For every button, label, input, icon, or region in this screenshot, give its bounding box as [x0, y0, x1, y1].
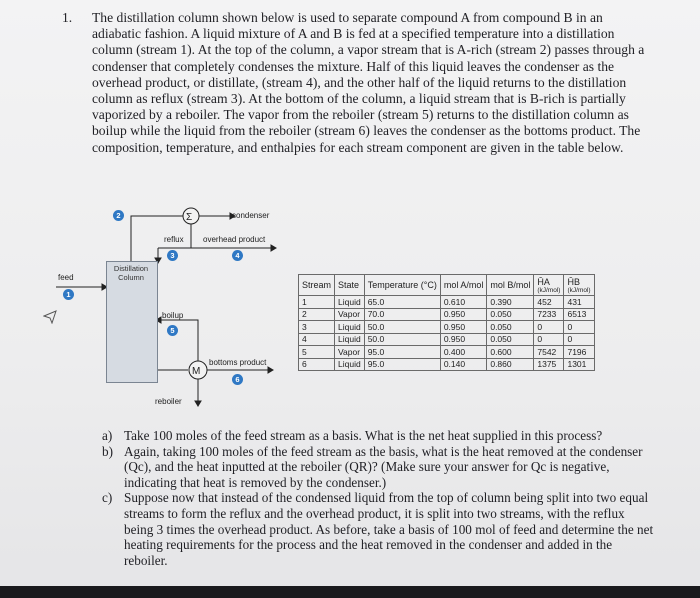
stream-3-badge: 3 — [167, 250, 178, 261]
overhead-product-label: overhead product — [203, 235, 266, 244]
table-cell-temp: 50.0 — [364, 321, 440, 334]
question-number: 1. — [62, 10, 73, 25]
table-cell-temp: 70.0 — [364, 308, 440, 321]
header-temperature: Temperature (°C) — [364, 275, 440, 296]
hb-unit: (kJ/mol) — [567, 286, 591, 294]
table-cell-ha: 1375 — [534, 358, 564, 371]
header-mol-b: mol B/mol — [487, 275, 534, 296]
boilup-line — [157, 320, 198, 362]
table-cell-ha: 452 — [534, 296, 564, 309]
table-cell-xa: 0.400 — [440, 346, 487, 359]
reboiler-label: reboiler — [155, 397, 182, 406]
stream-data-table — [298, 274, 595, 371]
table-cell-state: Vapor — [335, 308, 365, 321]
question-text: The distillation column shown below is used to separate compound A from compound B in an adiabatic fashion. A liquid mixture of A and B is fed at a specified temperature into a distillation column (stream 1). At the top of the column, a vapor stream that is A-rich (stream 2) passes through a condenser that completely condenses the mixture. Half of this liquid leaves the condenser as the overhead product, or distillate, (stream 4), and the other half of the liquid returns to the distillation column as reflux (stream 3). At the bottom of the column, a liquid stream that is B-rich is partially vaporized by a reboiler. The vapor from the reboiler (stream 5) returns to the distillation column as boilup while the liquid from the reboiler (stream 6) leaves the condenser as the bottoms product. The composition, temperature, and enthalpies for each stream component are given in the table below. — [92, 10, 645, 155]
feed-label: feed — [58, 273, 74, 282]
table-cell-hb: 1301 — [564, 358, 594, 371]
table-cell-xb: 0.050 — [487, 321, 534, 334]
table-cell-state: Liquid — [335, 296, 365, 309]
ha-symbol: ĤA — [537, 276, 550, 287]
header-state: State — [335, 275, 365, 296]
table-body — [299, 296, 595, 371]
boilup-label: boilup — [162, 311, 184, 320]
table-cell-stream: 5 — [299, 346, 335, 359]
stream-6-badge: 6 — [232, 374, 243, 385]
table-row — [299, 358, 595, 371]
part-b-label: b) — [102, 443, 113, 459]
column-label: Distillation Column — [113, 264, 149, 282]
table-cell-ha: 7542 — [534, 346, 564, 359]
table-cell-ha: 0 — [534, 333, 564, 346]
header-hb — [564, 275, 594, 296]
part-b-text: Again, taking 100 moles of the feed stream as the basis, what is the heat removed at the condenser (Qc), and the heat inputted at the reboiler (QR)? (Make sure your answer for Qc is negative, indicating that heat is removed by the condenser.) — [124, 443, 643, 490]
bottoms-product-label: bottoms product — [209, 358, 267, 367]
table-row — [299, 333, 595, 346]
table-cell-temp: 95.0 — [364, 358, 440, 371]
part-a-label: a) — [102, 428, 113, 443]
part-b — [102, 444, 657, 491]
table-cell-xb: 0.390 — [487, 296, 534, 309]
svg-text:Σ: Σ — [186, 212, 193, 223]
table-cell-hb: 431 — [564, 296, 594, 309]
table-cell-ha: 7233 — [534, 308, 564, 321]
table-cell-state: Liquid — [335, 321, 365, 334]
table-cell-xa: 0.950 — [440, 308, 487, 321]
reflux-label: reflux — [164, 235, 184, 244]
stream-4-badge: 4 — [232, 250, 243, 261]
table-cell-xa: 0.610 — [440, 296, 487, 309]
ha-unit: (kJ/mol) — [537, 286, 561, 294]
stream-5-badge: 5 — [167, 325, 178, 336]
table-cell-stream: 1 — [299, 296, 335, 309]
header-mol-a: mol A/mol — [440, 275, 487, 296]
table-cell-xb: 0.050 — [487, 333, 534, 346]
table-cell-ha: 0 — [534, 321, 564, 334]
part-c-text: Suppose now that instead of the condensed liquid from the top of column being split into two equal streams to form the reflux and the overhead product, it is split into two streams, with the reflux being 3 times the overhead product. As before, take a basis of 100 mol of feed and determine the net heating requirements for the process and the heat removed in the condenser and added in the reboiler. — [124, 490, 654, 568]
table-cell-hb: 0 — [564, 321, 594, 334]
table-cell-state: Liquid — [335, 358, 365, 371]
question-parts — [102, 428, 657, 568]
table-cell-xb: 0.600 — [487, 346, 534, 359]
table-cell-stream: 4 — [299, 333, 335, 346]
stream-2-badge: 2 — [113, 210, 124, 221]
table-cell-stream: 3 — [299, 321, 335, 334]
svg-text:M: M — [192, 366, 201, 377]
condenser-label: condenser — [232, 211, 270, 220]
header-stream: Stream — [299, 275, 335, 296]
table-cell-xa: 0.140 — [440, 358, 487, 371]
table-cell-temp: 95.0 — [364, 346, 440, 359]
table-cell-hb: 0 — [564, 333, 594, 346]
table-row — [299, 308, 595, 321]
table-cell-temp: 65.0 — [364, 296, 440, 309]
hb-symbol: ĤB — [567, 276, 580, 287]
table-cell-hb: 6513 — [564, 308, 594, 321]
part-c-label: c) — [102, 490, 113, 506]
table-cell-stream: 6 — [299, 358, 335, 371]
table-cell-temp: 50.0 — [364, 333, 440, 346]
screen-bottom-edge — [0, 586, 700, 598]
table-cell-state: Liquid — [335, 333, 365, 346]
table-row — [299, 346, 595, 359]
table-header-row — [299, 275, 595, 296]
table-cell-state: Vapor — [335, 346, 365, 359]
part-a-text: Take 100 moles of the feed stream as a basis. What is the net heat supplied in this process? — [124, 428, 603, 443]
part-a — [102, 428, 657, 444]
table-cell-xa: 0.950 — [440, 321, 487, 334]
part-c — [102, 490, 657, 568]
table-cell-xa: 0.950 — [440, 333, 487, 346]
table-cell-xb: 0.050 — [487, 308, 534, 321]
table-cell-stream: 2 — [299, 308, 335, 321]
table-row — [299, 296, 595, 309]
stream-1-badge: 1 — [63, 289, 74, 300]
mouse-cursor-icon — [43, 308, 57, 324]
table-row — [299, 321, 595, 334]
table-cell-xb: 0.860 — [487, 358, 534, 371]
table-cell-hb: 7196 — [564, 346, 594, 359]
header-ha — [534, 275, 564, 296]
